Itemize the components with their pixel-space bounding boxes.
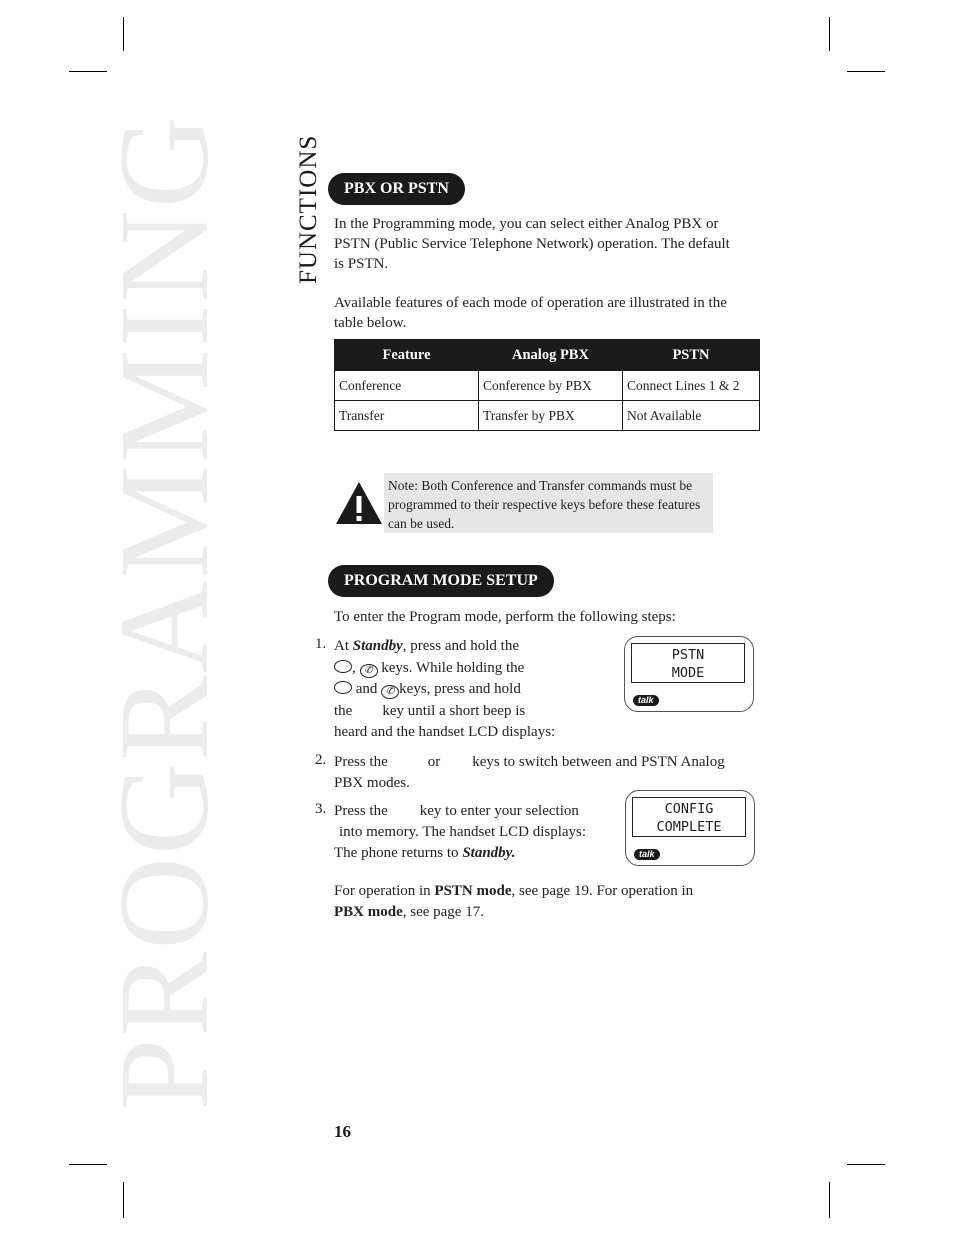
text-line bbox=[334, 902, 693, 923]
text: For operation in bbox=[334, 883, 431, 899]
text-line: PSTN (Public Service Telephone Network) operation. The default bbox=[334, 236, 730, 252]
text: Press the bbox=[334, 754, 388, 770]
text-line: heard and the handset LCD displays: bbox=[334, 724, 556, 740]
table-cell: Conference by PBX bbox=[479, 371, 623, 401]
text-line bbox=[334, 658, 555, 680]
step-number: 2. bbox=[315, 752, 327, 768]
text-line bbox=[334, 701, 555, 723]
table-cell: Transfer bbox=[335, 401, 479, 431]
table-cell: Transfer by PBX bbox=[479, 401, 623, 431]
text-line bbox=[334, 679, 555, 701]
step-number: 1. bbox=[315, 636, 327, 652]
standby-term: Standby bbox=[352, 638, 403, 654]
phone-key-icon: ✆ bbox=[381, 685, 399, 699]
text-line bbox=[334, 881, 693, 902]
handset-lcd-config-complete bbox=[625, 790, 755, 866]
note-box: Note: Both Conference and Transfer commands must be programmed to their respective keys before these features can be used. bbox=[384, 473, 713, 533]
crop-mark bbox=[829, 17, 830, 51]
table-row bbox=[335, 401, 760, 431]
section-label-functions: FUNCTIONS bbox=[295, 134, 322, 284]
text: Press the bbox=[334, 803, 388, 819]
text: , see page 19. For operation in bbox=[511, 883, 694, 899]
table-cell: Conference bbox=[335, 371, 479, 401]
table-header: Feature bbox=[335, 340, 479, 371]
talk-indicator: talk bbox=[633, 695, 659, 706]
page-number: 16 bbox=[334, 1122, 351, 1141]
lcd-line: CONFIG bbox=[664, 801, 714, 817]
crop-mark bbox=[847, 1164, 885, 1165]
oval-key-icon bbox=[334, 660, 352, 673]
pbx-mode-term: PBX mode bbox=[334, 904, 403, 920]
text: keys. While holding the bbox=[381, 659, 525, 676]
text-line bbox=[334, 843, 586, 864]
pstn-mode-term: PSTN mode bbox=[434, 883, 512, 899]
text: key until a short beep is bbox=[382, 702, 526, 719]
lcd-line: MODE bbox=[671, 665, 705, 681]
oval-key-icon bbox=[334, 681, 352, 694]
text: At bbox=[334, 638, 349, 654]
phone-key-icon: ✆ bbox=[360, 664, 378, 678]
crop-mark bbox=[69, 1164, 107, 1165]
text-line: PBX modes. bbox=[334, 775, 410, 791]
text-line: table below. bbox=[334, 315, 407, 331]
watermark-programming: PROGRAMMING bbox=[93, 113, 235, 1110]
text: , see page 17. bbox=[402, 904, 484, 920]
table-header: Analog PBX bbox=[479, 340, 623, 371]
text: or bbox=[427, 754, 441, 770]
features-paragraph bbox=[334, 293, 727, 333]
text-line bbox=[334, 752, 725, 773]
crop-mark bbox=[123, 17, 124, 51]
text-line: In the Programming mode, you can select either Analog PBX or bbox=[334, 216, 719, 232]
table-cell: Not Available bbox=[623, 401, 760, 431]
step-2-text bbox=[334, 752, 725, 794]
text-line bbox=[334, 801, 586, 822]
crop-mark bbox=[847, 71, 885, 72]
crop-mark bbox=[69, 71, 107, 72]
lcd-line: COMPLETE bbox=[656, 819, 722, 835]
lcd-screen bbox=[632, 797, 746, 837]
handset-lcd-pstn-mode bbox=[624, 636, 754, 712]
crop-mark bbox=[123, 1182, 124, 1218]
talk-indicator: talk bbox=[634, 849, 660, 860]
text: keys, press and hold bbox=[399, 681, 521, 697]
text-line: into memory. The handset LCD displays: bbox=[339, 824, 587, 840]
crop-mark bbox=[829, 1182, 830, 1218]
text-line bbox=[334, 636, 555, 658]
text: keys to switch between and PSTN Analog bbox=[472, 754, 725, 770]
standby-term: Standby. bbox=[462, 845, 516, 861]
text: , press and hold the bbox=[402, 638, 519, 654]
step-number: 3. bbox=[315, 801, 327, 817]
text: the bbox=[334, 702, 353, 719]
warning-icon bbox=[334, 480, 384, 531]
table-row bbox=[335, 371, 760, 401]
feature-table bbox=[334, 339, 760, 431]
intro-paragraph bbox=[334, 214, 730, 274]
setup-intro: To enter the Program mode, perform the following steps: bbox=[334, 609, 676, 625]
heading-pbx-or-pstn: PBX OR PSTN bbox=[328, 173, 465, 205]
text: , bbox=[352, 659, 356, 676]
step-1-text bbox=[334, 636, 555, 744]
lcd-line: PSTN bbox=[671, 647, 705, 663]
table-cell: Connect Lines 1 & 2 bbox=[623, 371, 760, 401]
text-line: Available features of each mode of operation are illustrated in the bbox=[334, 295, 727, 311]
text: key to enter your selection bbox=[419, 803, 579, 819]
text: The phone returns to bbox=[334, 845, 459, 861]
table-header: PSTN bbox=[623, 340, 760, 371]
heading-program-mode-setup: PROGRAM MODE SETUP bbox=[328, 565, 554, 597]
text: and bbox=[355, 681, 378, 697]
step-3-text bbox=[334, 801, 586, 864]
lcd-screen bbox=[631, 643, 745, 683]
table-header-row bbox=[335, 340, 760, 371]
closing-paragraph bbox=[334, 881, 693, 923]
text-line: is PSTN. bbox=[334, 256, 389, 272]
